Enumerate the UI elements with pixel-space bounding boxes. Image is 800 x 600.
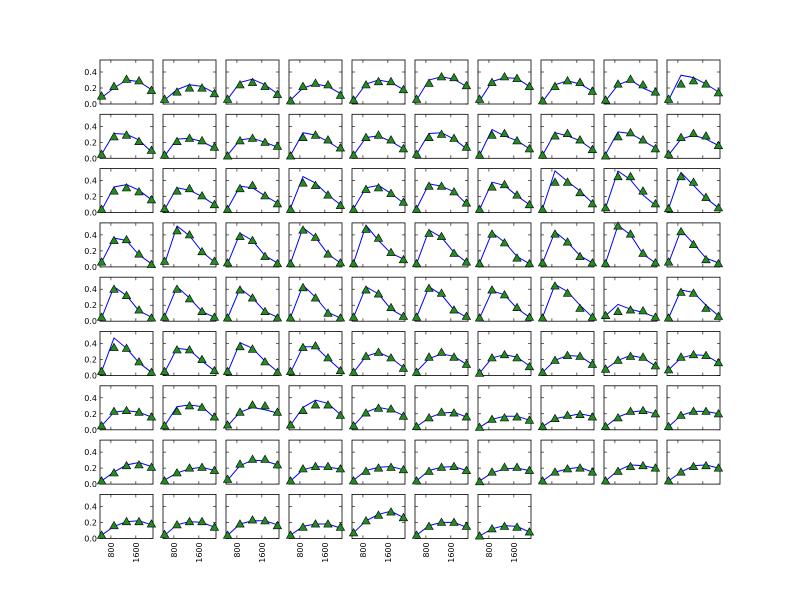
x-tick-label: 800 (106, 542, 116, 558)
subplot-panel (349, 60, 407, 104)
x-tick-label: 800 (169, 542, 179, 558)
subplot-panel (286, 223, 344, 267)
x-tick-label: 1600 (383, 542, 393, 563)
panel-frame (226, 332, 279, 376)
subplot-panel (84, 386, 155, 435)
subplot-panel (412, 169, 470, 213)
panel-frame (163, 494, 216, 538)
panel-frame (667, 277, 720, 321)
y-tick-label: 0.2 (84, 355, 97, 365)
subplot-panel (538, 332, 596, 376)
x-tick-label: 1600 (131, 542, 141, 563)
subplot-panel (223, 114, 281, 159)
subplot-panel (412, 386, 470, 430)
subplot-panel (664, 440, 722, 484)
subplot-panel (664, 114, 722, 158)
subplot-panel (223, 277, 281, 321)
panel-frame (100, 223, 153, 267)
subplot-panel (223, 60, 281, 104)
subplot-panel (601, 169, 659, 213)
subplot-panel (538, 277, 596, 321)
subplot-panel (160, 169, 218, 213)
subplot-panel (664, 277, 722, 321)
subplot-panel (664, 223, 722, 267)
subplot-panel (160, 223, 218, 267)
subplot-panel (349, 332, 407, 376)
panel-frame (541, 440, 594, 484)
subplot-panel (475, 386, 533, 431)
subplot-panel (412, 440, 470, 484)
x-tick-label: 1600 (446, 542, 456, 563)
y-tick-label: 0.0 (84, 100, 97, 109)
y-tick-label: 0.2 (84, 192, 97, 202)
subplot-panel (223, 332, 281, 376)
panel-frame (478, 169, 531, 213)
subplot-panel (160, 386, 218, 430)
y-tick-label: 0.4 (84, 122, 97, 132)
subplot-panel (84, 332, 155, 381)
subplot-panel (412, 223, 470, 267)
subplot-panel (538, 60, 596, 104)
subplot-panel (160, 60, 218, 104)
subplot-panel (601, 114, 659, 159)
panel-frame (415, 494, 468, 538)
subplot-panel (538, 114, 596, 158)
x-tick-label: 800 (232, 542, 242, 558)
subplot-panel (84, 169, 155, 218)
subplot-panel (538, 386, 596, 430)
panel-frame (352, 440, 405, 484)
panel-frame (226, 223, 279, 267)
subplot-panel (84, 114, 155, 163)
y-tick-label: 0.4 (84, 230, 97, 240)
subplot-panel (160, 114, 218, 158)
y-tick-label: 0.4 (84, 68, 97, 77)
subplot-panel (475, 169, 533, 213)
subplot-panel (475, 440, 533, 485)
y-tick-label: 0.2 (84, 246, 97, 256)
panel-frame (100, 494, 153, 538)
subplot-panel (286, 277, 344, 321)
subplot-panel (601, 277, 659, 321)
subplot-panel (286, 386, 344, 430)
subplot-panel (664, 386, 722, 430)
subplot-panel (664, 332, 722, 376)
subplot-panel (84, 277, 155, 326)
panel-frame (415, 223, 468, 267)
subplot-panel (538, 169, 596, 213)
subplot-panel (475, 114, 533, 158)
subplot-panel (84, 440, 155, 489)
panel-frame (163, 60, 216, 104)
subplot-panel (475, 277, 533, 321)
subplot-panel (84, 60, 155, 109)
subplot-panel (223, 223, 281, 267)
y-tick-label: 0.0 (84, 208, 97, 218)
subplot-panel (286, 114, 344, 159)
y-tick-label: 0.0 (84, 534, 97, 544)
y-tick-label: 0.2 (84, 464, 97, 474)
panel-frame (415, 440, 468, 484)
y-tick-label: 0.2 (84, 138, 97, 148)
x-tick-label: 1600 (257, 542, 267, 563)
subplot-panel (412, 332, 470, 376)
y-tick-label: 0.4 (84, 339, 97, 349)
y-tick-label: 0.0 (84, 154, 97, 164)
subplot-panel (349, 169, 407, 213)
subplot-panel (412, 114, 470, 158)
x-tick-label: 800 (295, 542, 305, 558)
subplot-panel (601, 332, 659, 376)
y-tick-label: 0.0 (84, 425, 97, 435)
subplot-panel (160, 277, 218, 321)
subplot-panel (349, 386, 407, 430)
y-tick-label: 0.0 (84, 480, 97, 490)
subplot-panel (160, 332, 218, 376)
y-tick-label: 0.4 (84, 393, 97, 403)
subplot-panel (664, 169, 722, 213)
y-tick-label: 0.4 (84, 176, 97, 186)
y-tick-label: 0.2 (84, 518, 97, 528)
x-tick-label: 800 (421, 542, 431, 558)
y-tick-label: 0.2 (84, 301, 97, 311)
panel-frame (289, 332, 342, 376)
panel-frame (604, 114, 657, 158)
y-tick-label: 0.4 (84, 502, 97, 512)
subplot-panel (601, 60, 659, 104)
panel-frame (163, 332, 216, 376)
panel-frame (226, 169, 279, 213)
subplot-panel (223, 440, 281, 484)
subplot-panel (349, 223, 407, 267)
subplot-panel (475, 223, 533, 267)
y-tick-label: 0.4 (84, 285, 97, 295)
subplot-panel (286, 440, 344, 484)
panel-frame (415, 60, 468, 104)
subplot-panel (538, 440, 596, 484)
subplot-panel (475, 332, 533, 377)
subplot-panel (538, 223, 596, 267)
subplot-panel (412, 60, 470, 104)
panel-frame (100, 277, 153, 321)
subplot-panel (475, 60, 533, 104)
subplot-panel (160, 440, 218, 484)
y-tick-label: 0.2 (84, 84, 97, 93)
x-tick-label: 1600 (194, 542, 204, 563)
subplot-panel (349, 277, 407, 321)
panel-frame (415, 277, 468, 321)
subplot-panel (412, 277, 470, 321)
subplot-panel (286, 60, 344, 104)
subplot-panel (601, 386, 659, 430)
subplot-panel (286, 332, 344, 376)
x-tick-label: 800 (484, 542, 494, 558)
subplot-panel (223, 386, 281, 430)
subplot-panel (601, 222, 659, 267)
y-tick-label: 0.4 (84, 448, 97, 458)
subplot-panel (286, 169, 344, 213)
subplot-panel (664, 60, 722, 104)
panel-frame (352, 277, 405, 321)
x-tick-label: 1600 (320, 542, 330, 563)
panel-frame (163, 440, 216, 484)
y-tick-label: 0.0 (84, 262, 97, 272)
y-tick-label: 0.2 (84, 409, 97, 419)
subplot-panel (223, 169, 281, 213)
subplot-panel (601, 440, 659, 484)
panel-frame (478, 277, 531, 321)
panel-frame (289, 494, 342, 538)
subplot-panel (84, 223, 155, 272)
x-tick-label: 800 (358, 542, 368, 558)
panel-frame (415, 169, 468, 213)
subplot-panel (349, 114, 407, 158)
panel-frame (478, 440, 531, 484)
y-tick-label: 0.0 (84, 371, 97, 381)
y-tick-label: 0.0 (84, 317, 97, 327)
x-tick-label: 1600 (509, 542, 519, 563)
subplot-panel (349, 440, 407, 484)
panel-frame (541, 386, 594, 430)
